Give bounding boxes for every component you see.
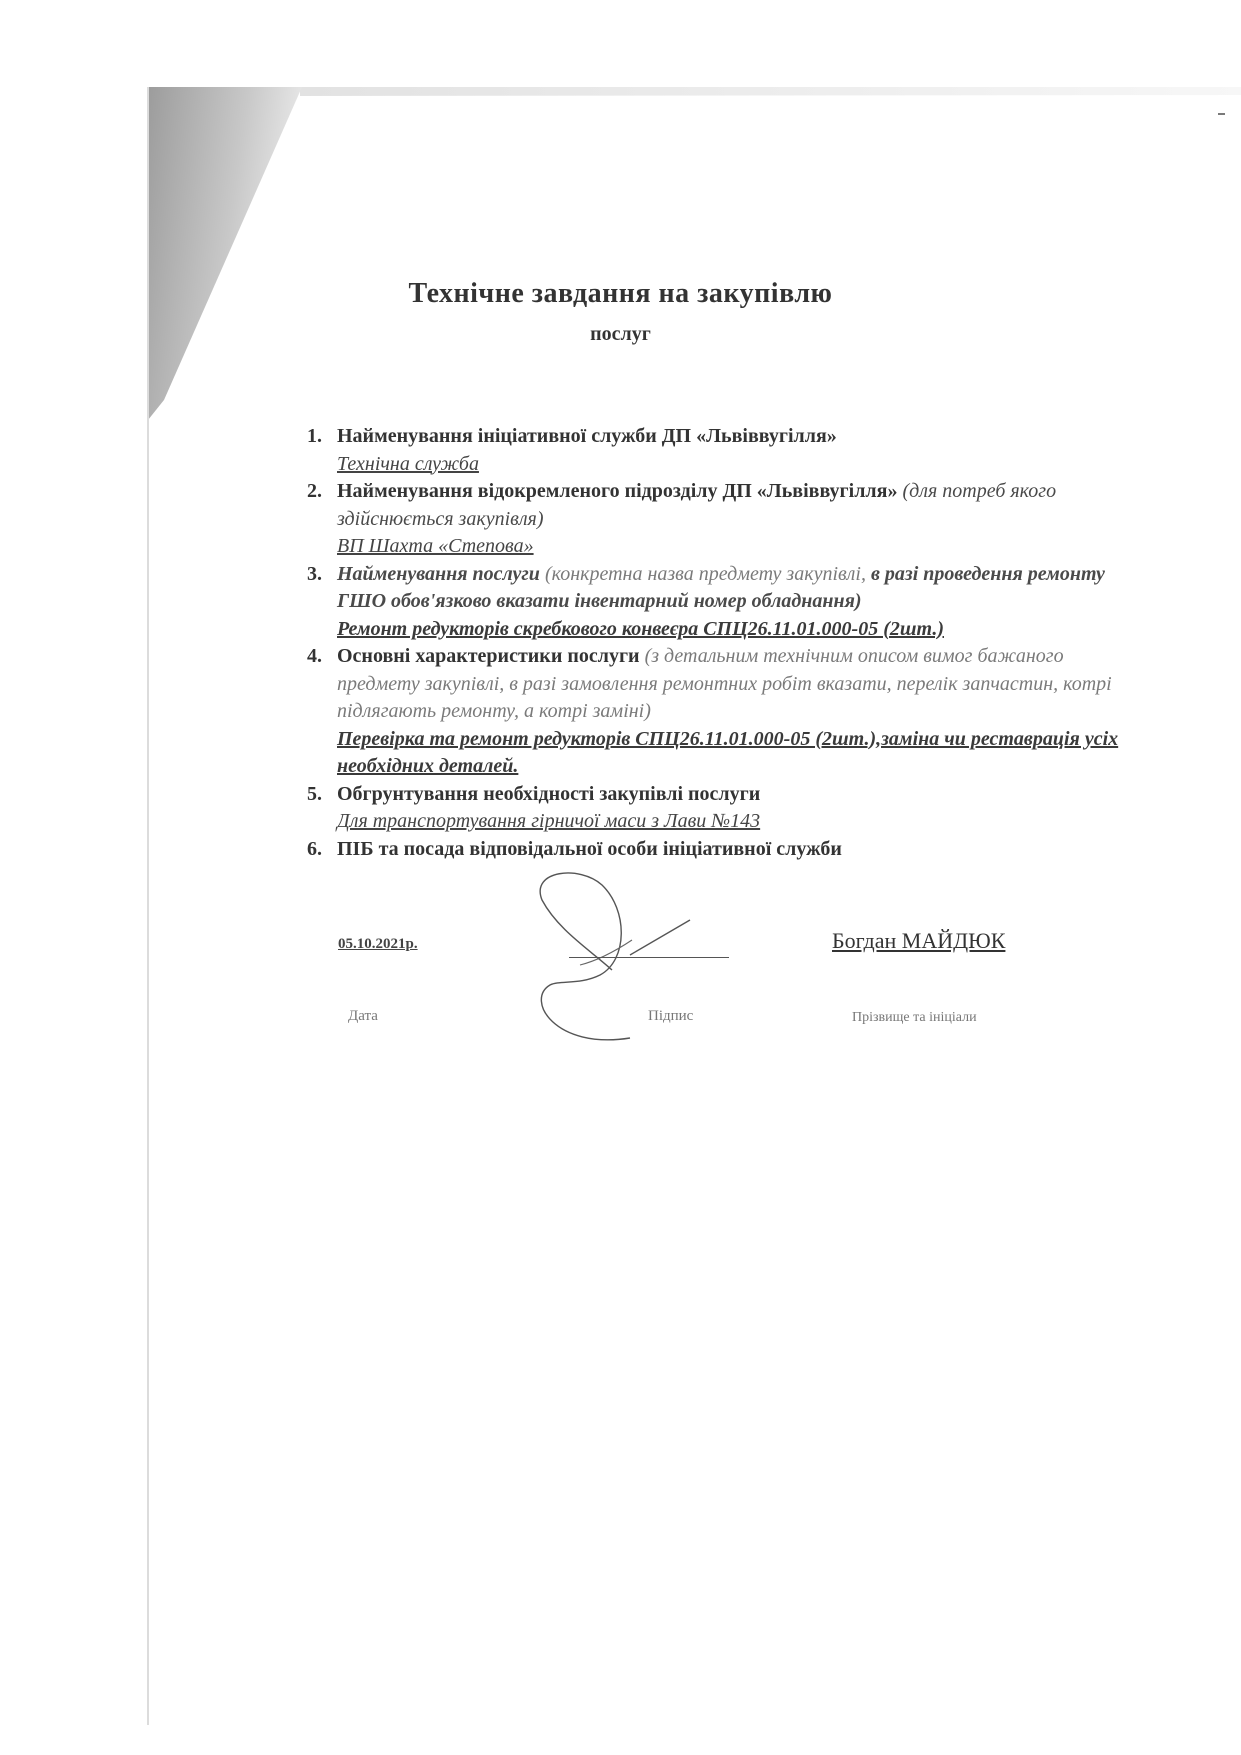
item-number: 1. (307, 425, 322, 447)
signature-line (569, 957, 729, 958)
signature-date: 05.10.2021р. (338, 936, 418, 952)
handwritten-signature (520, 860, 780, 1060)
list-item (307, 643, 1137, 781)
list-item (307, 423, 1137, 478)
item-label: Найменування послуги (337, 562, 540, 585)
item-label: Обгрунтування необхідності закупівлі послуги (337, 782, 761, 805)
document-subtitle: послуг (590, 323, 651, 345)
item-hint: (конкретна назва предмету закупівлі, (544, 562, 866, 585)
item-label: ПІБ та посада відповідальної особи ініціативної служби (337, 837, 842, 860)
item-hint: (для потреб якого здійснюється закупівля) (337, 480, 1057, 530)
item-number: 4. (307, 645, 322, 667)
item-label: Найменування відокремленого підрозділу ДП «Львіввугілля» (337, 480, 898, 502)
item-number: 2. (307, 480, 322, 502)
item-answer: Для транспортування гірничої маси з Лави №143 (337, 810, 761, 832)
list-item (307, 781, 1137, 836)
item-answer: Ремонт редукторів скребкового конвеєра СПЦ26.11.01.000-05 (2шт.) (337, 617, 944, 640)
item-answer: Технічна служба (337, 452, 479, 475)
requirements-list (307, 423, 1137, 863)
list-item (307, 478, 1137, 561)
item-number: 3. (307, 562, 322, 585)
item-hint-emphasis: в разі проведення ремонту ГШО обов'язково вказати інвентарний номер обладнання) (337, 562, 1105, 612)
item-number: 5. (307, 782, 322, 805)
scan-mark (1218, 113, 1225, 115)
item-hint: (з детальним технічним описом вимог бажаного предмету закупівлі, в разі замовлення ремонтних робіт вказати, перелік запчастин, котрі підлягають ремонту, а котрі заміні) (337, 645, 1112, 722)
signatory-name: Богдан МАЙДЮК (832, 928, 1006, 953)
document-title: Технічне завдання на закупівлю (408, 278, 833, 309)
list-item (307, 836, 1137, 864)
item-number: 6. (307, 837, 322, 860)
item-label: Основні характеристики послуги (337, 645, 640, 667)
date-caption: Дата (348, 1008, 378, 1024)
signature-caption: Підпис (648, 1008, 694, 1024)
list-item (307, 561, 1137, 644)
item-answer: Перевірка та ремонт редукторів СПЦ26.11.01.000-05 (2шт.),заміна чи реставрація усіх необхідних деталей. (337, 727, 1119, 777)
name-caption: Прізвище та ініціали (852, 1010, 977, 1025)
item-answer: ВП Шахта «Степова» (337, 535, 534, 557)
item-label: Найменування ініціативної служби ДП «Львіввугілля» (337, 425, 837, 447)
